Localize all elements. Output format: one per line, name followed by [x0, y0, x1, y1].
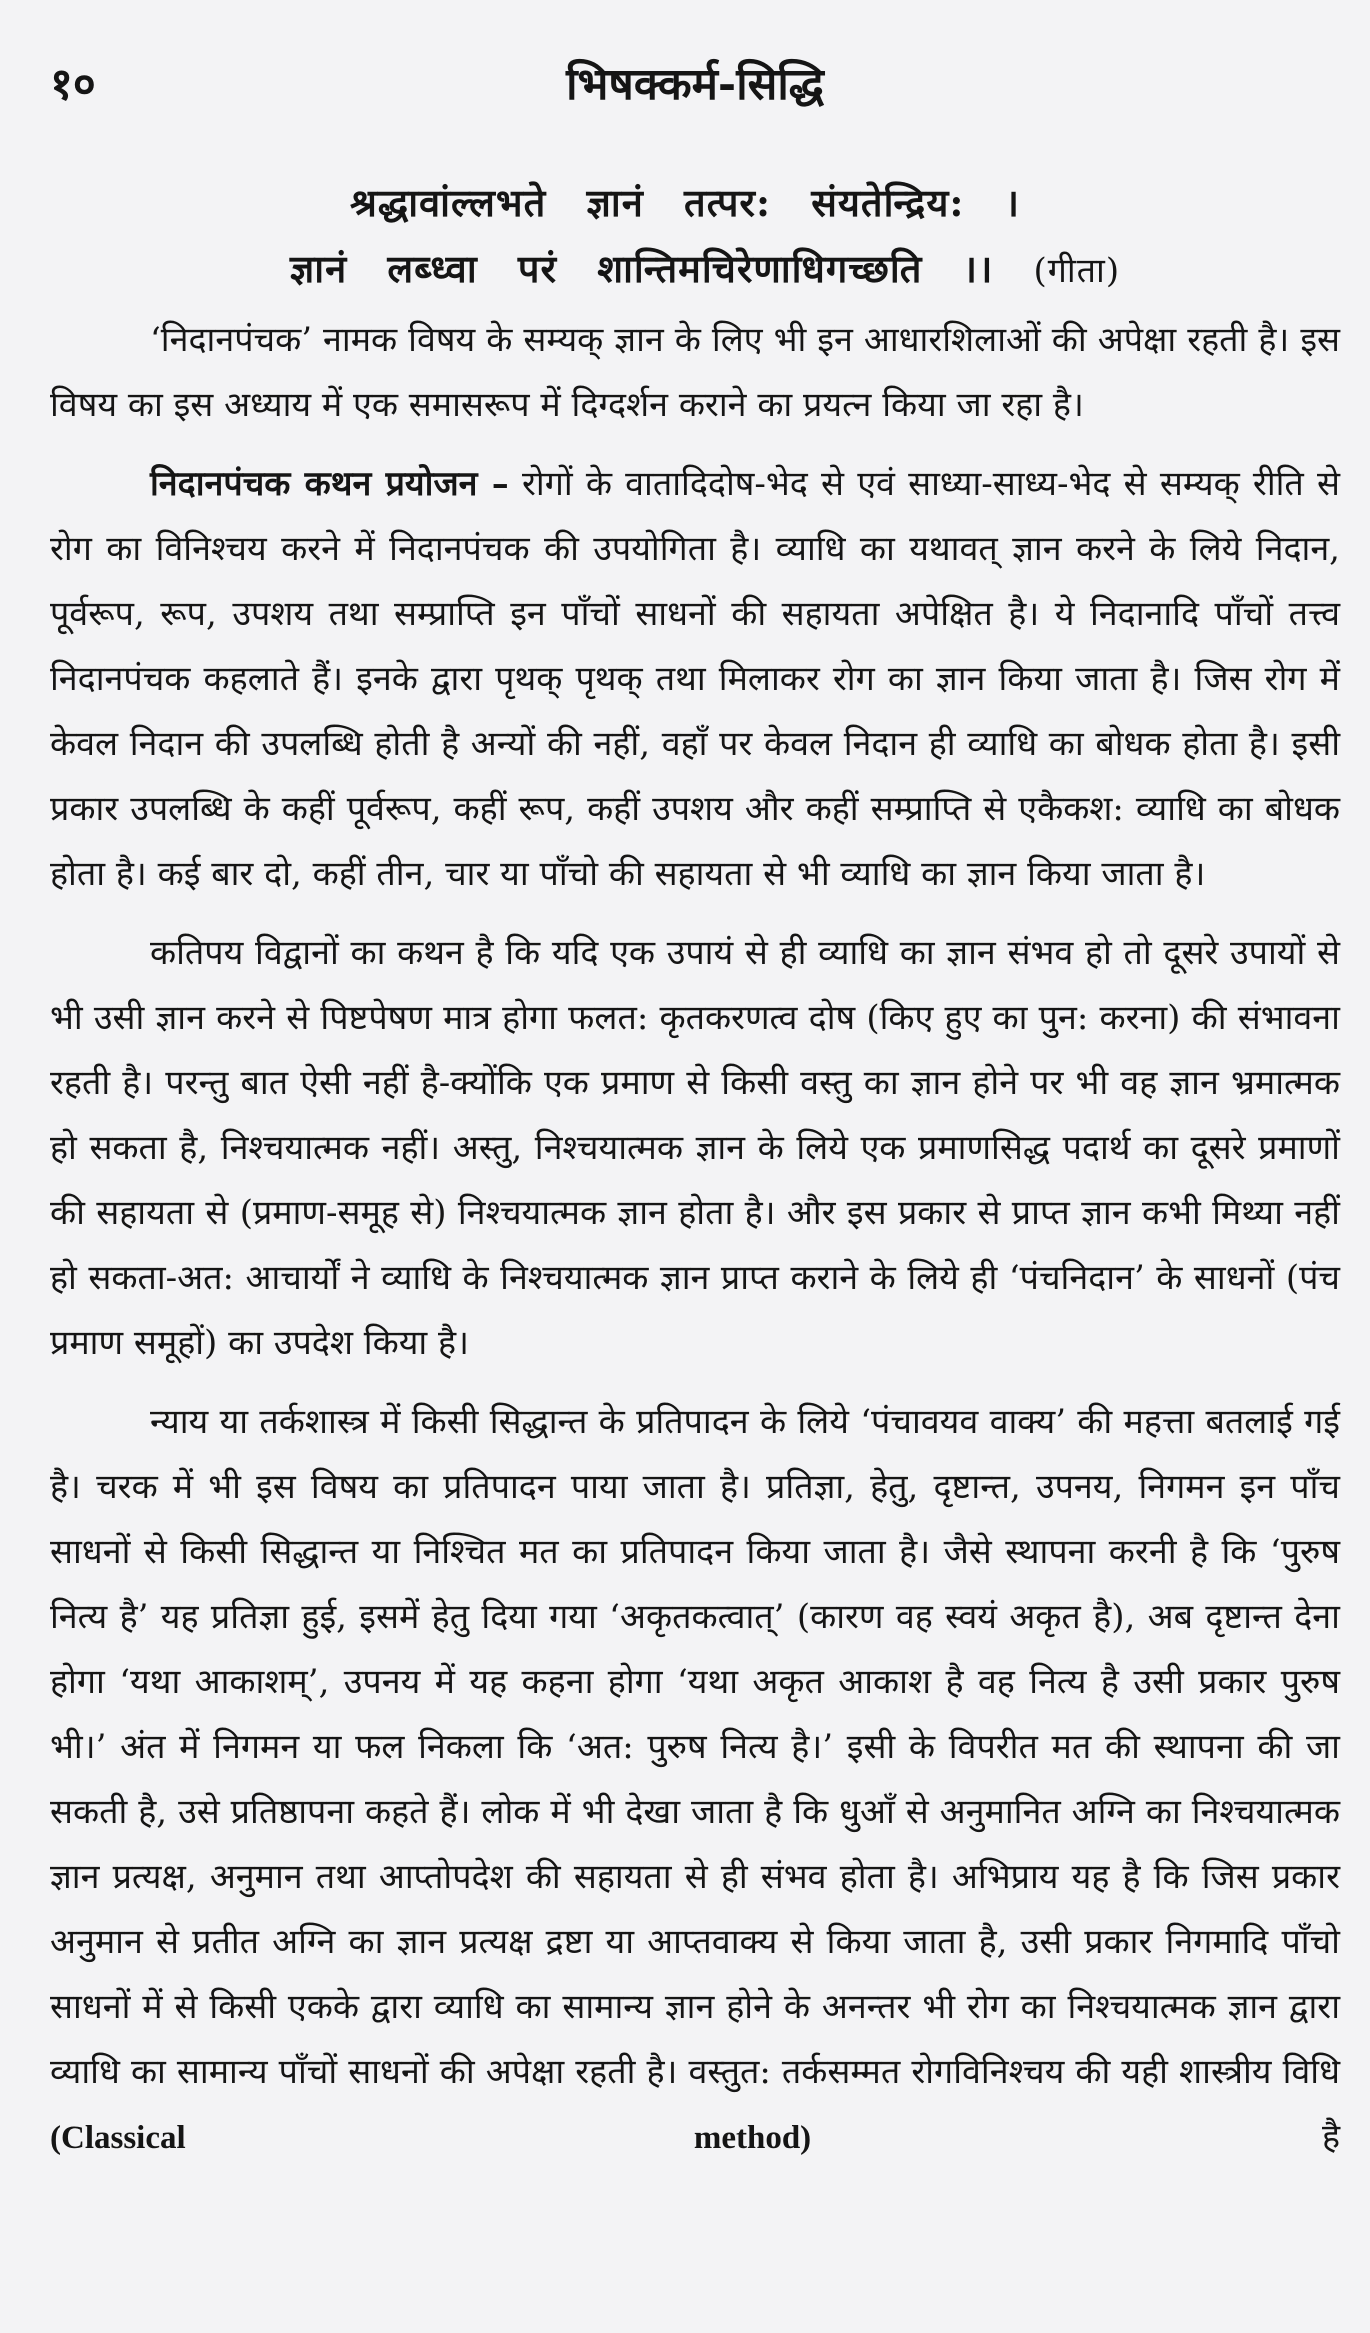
running-title: भिषक्कर्म-सिद्धि [566, 59, 824, 110]
page-number: १० [50, 59, 96, 110]
verse-line-1: श्रद्धावांल्लभते ज्ञानं तत्पर: संयतेन्द्रिय: । [349, 180, 1021, 225]
paragraph-2 [50, 452, 1340, 907]
paragraph-4-text: न्याय या तर्कशास्त्र में किसी सिद्धान्त के प्रतिपादन के लिये ‘पंचावयव वाक्य’ की महत्ता बतलाई गई है। चरक में भी इस विषय का प्रतिपादन पाया जाता है। प्रतिज्ञा, हेतु, दृष्टान्त, उपनय, निगमन इन पाँच साधनों से किसी सिद्धान्त या निश्चित मत का प्रतिपादन किया जाता है। जैसे स्थापना करनी है कि ‘पुरुष नित्य है’ यह प्रतिज्ञा हुई, इसमें हेतु दिया गया ‘अकृतकत्वात्’ (कारण वह स्वयं अकृत है), अब दृष्टान्त देना होगा ‘यथा आकाशम्’, उपनय में यह कहना होगा ‘यथा अकृत आकाश है वह नित्य है उसी प्रकार पुरुष भी।’ अंत में निगमन या फल निकला कि ‘अत: पुरुष नित्य है।’ इसी के विपरीत मत की स्थापना की जा सकती है, उसे प्रतिष्ठापना कहते हैं। लोक में भी देखा जाता है कि धुआँ से अनुमानित अग्नि का निश्चयात्मक ज्ञान प्रत्यक्ष, अनुमान तथा आप्तोपदेश की सहायता से ही संभव होता है। अभिप्राय यह है कि जिस प्रकार अनुमान से प्रतीत अग्नि का ज्ञान प्रत्यक्ष द्रष्टा या आप्तवाक्य से किया जाता है, उसी प्रकार निगमादि पाँचो साधनों में से किसी एकके द्वारा व्याधि का सामान्य ज्ञान होने के अनन्तर भी रोग का निश्चयात्मक ज्ञान द्वारा व्याधि का सामान्य पाँचों साधनों की अपेक्षा रहती है। वस्तुत: तर्कसम्मत रोगविनिश्चय की यही शास्त्रीय विधि [50, 1402, 1340, 2092]
verse-line-2 [0, 236, 1370, 304]
paragraph-3: कतिपय विद्वानों का कथन है कि यदि एक उपायं से ही व्याधि का ज्ञान संभव हो तो दूसरे उपायों से भी उसी ज्ञान करने से पिष्टपेषण मात्र होगा फलत: कृतकरणत्व दोष (किए हुए का पुन: करना) की संभावना रहती है। परन्तु बात ऐसी नहीं है-क्योंकि एक प्रमाण से किसी वस्तु का ज्ञान होने पर भी वह ज्ञान भ्रमात्मक हो सकता है, निश्चयात्मक नहीं। अस्तु, निश्चयात्मक ज्ञान के लिये एक प्रमाणसिद्ध पदार्थ का दूसरे प्रमाणों की सहायता से (प्रमाण-समूह से) निश्चयात्मक ज्ञान होता है। और इस प्रकार से प्राप्त ज्ञान कभी मिथ्या नहीं हो सकता-अत: आचार्यों ने व्याधि के निश्चयात्मक ज्ञान प्राप्त कराने के लिये ही ‘पंचनिदान’ के साधनों (पंच प्रमाण समूहों) का उपदेश किया है। [50, 933, 1340, 1363]
paragraph-1: ‘निदानपंचक’ नामक विषय के सम्यक् ज्ञान के लिए भी इन आधारशिलाओं की अपेक्षा रहती है। इस विषय का इस अध्याय में एक समासरूप में दिग्दर्शन कराने का प्रयत्न किया जा रहा है। [50, 320, 1340, 425]
page-header [50, 52, 1340, 112]
verse-source: (गीता) [1033, 251, 1121, 291]
classical-method-term: (Classical method) [50, 2120, 812, 2156]
section-heading: निदानपंचक कथन प्रयोजन – [150, 464, 509, 504]
verse-block [0, 170, 1370, 304]
verse-line-2-text: ज्ञानं लब्ध्वा परं शान्तिमचिरेणाधिगच्छति ।। [289, 246, 994, 291]
paragraph-2-text: रोगों के वातादिदोष-भेद से एवं साध्या-साध्य-भेद से सम्यक् रीति से रोग का विनिश्चय करने में निदानपंचक की उपयोगिता है। व्याधि का यथावत् ज्ञान करने के लिये निदान, पूर्वरूप, रूप, उपशय तथा सम्प्राप्ति इन पाँचों साधनों की सहायता अपेक्षित है। ये निदानादि पाँचों तत्त्व निदानपंचक कहलाते हैं। इनके द्वारा पृथक् पृथक् तथा मिलाकर रोग का ज्ञान किया जाता है। जिस रोग में केवल निदान की उपलब्धि होती है अन्यों की नहीं, वहाँ पर केवल निदान ही व्याधि का बोधक होता है। इसी प्रकार उपलब्धि के कहीं पूर्वरूप, कहीं रूप, कहीं उपशय और कहीं सम्प्राप्ति से एकैकश: व्याधि का बोधक होता है। कई बार दो, कहीं तीन, चार या पाँचो की सहायता से भी व्याधि का ज्ञान किया जाता है। [50, 464, 1340, 894]
paragraph-4 [50, 1390, 1340, 2171]
body-text [50, 308, 1340, 2185]
paragraph-4-end: है [1321, 2117, 1341, 2157]
